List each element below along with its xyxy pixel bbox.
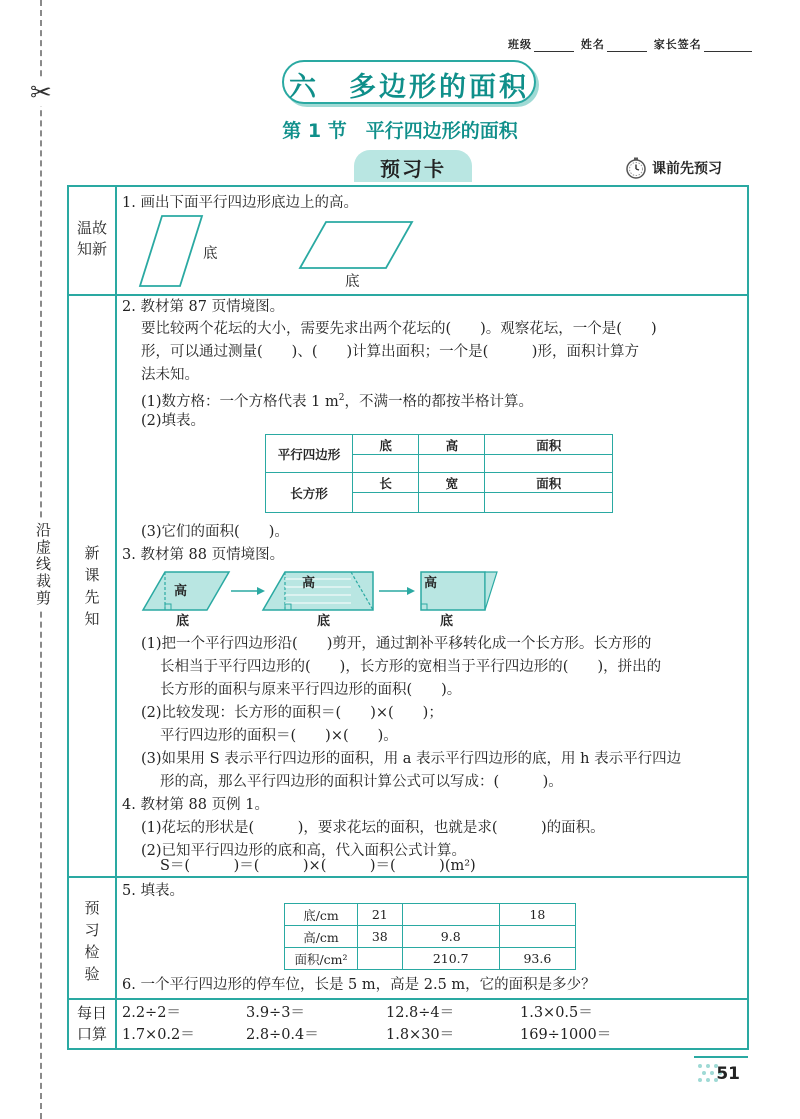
preview-label: 课前先预习	[652, 161, 722, 177]
label-column-divider	[115, 185, 117, 1050]
parallelogram-2	[296, 218, 416, 274]
row-head: 底/cm	[285, 904, 358, 926]
row-head-rectangle: 长方形	[266, 473, 353, 513]
area-fill-table	[284, 903, 576, 970]
q2-sub-1: (1)数方格：一个方格代表 1 $m^2$，不满一格的都按半格计算。	[141, 393, 533, 410]
fig-height-3: 高	[424, 576, 438, 591]
oral-item: 1.7×0.2＝	[122, 1027, 195, 1043]
label-daily: 每日口算	[76, 1004, 107, 1043]
answer-cell[interactable]	[419, 493, 485, 513]
q2-line-1: 要比较两个花坛的大小，需要先求出两个花坛的( )。观察花坛，一个是( )	[141, 321, 657, 337]
question-6: 6. 一个平行四边形的停车位，长是 5 m，高是 2.5 m，它的面积是多少？	[122, 977, 596, 993]
q3-sub-3-line-1: (3)如果用 S 表示平行四边形的面积，用 a 表示平行四边形的底，用 h 表示平行四边	[141, 751, 682, 767]
fig-height-1: 高	[174, 584, 188, 599]
table-cell: 底	[353, 435, 419, 455]
name-blank[interactable]	[607, 39, 647, 52]
section-title: 第 1 节 平行四边形的面积	[282, 120, 518, 142]
answer-cell[interactable]	[419, 455, 485, 473]
answer-cell[interactable]	[353, 455, 419, 473]
class-blank[interactable]	[534, 39, 574, 52]
card-title: 预习卡	[380, 157, 446, 181]
question-3: 3. 教材第 88 页情境图。	[122, 547, 285, 563]
table-cell: 面积	[485, 473, 613, 493]
table-cell: 高	[419, 435, 485, 455]
q3-sub-1-line-1: (1)把一个平行四边形沿( )剪开，通过割补平移转化成一个长方形。长方形的	[141, 636, 652, 652]
divider	[67, 998, 749, 1000]
label-review: 温故知新	[76, 219, 107, 258]
label-check: 预习检验	[84, 899, 100, 983]
table-cell: 210.7	[402, 948, 499, 970]
oral-item: 2.8÷0.4＝	[246, 1027, 319, 1043]
chapter-title: 六 多边形的面积	[289, 72, 529, 103]
table-cell: 38	[358, 926, 403, 948]
table-cell: 18	[499, 904, 575, 926]
table-cell: 面积	[485, 435, 613, 455]
q2-line-3: 法未知。	[141, 367, 199, 383]
label-new: 新课先知	[84, 544, 100, 628]
table-cell: 9.8	[402, 926, 499, 948]
table-cell: 21	[358, 904, 403, 926]
q3-sub-1-line-3: 长方形的面积与原来平行四边形的面积( )。	[160, 682, 462, 698]
arrow-2-head	[407, 587, 415, 595]
clock-icon	[624, 156, 648, 180]
fig-base-1: 底	[176, 614, 190, 629]
parent-signature-label: 家长签名	[653, 38, 702, 51]
question-2: 2. 教材第 87 页情境图。	[122, 299, 285, 315]
q2-sub-2: (2)填表。	[141, 413, 206, 429]
fig-height-2: 高	[302, 576, 316, 591]
oral-item: 3.9÷3＝	[246, 1005, 305, 1021]
student-info	[508, 36, 754, 52]
question-5: 5. 填表。	[122, 883, 184, 899]
q3-sub-1-line-2: 长相当于平行四边形的( )，长方形的宽相当于平行四边形的( )，拼出的	[160, 659, 662, 675]
answer-cell[interactable]	[402, 904, 499, 926]
oral-item: 12.8÷4＝	[386, 1005, 455, 1021]
divider	[67, 876, 749, 878]
base-label-1: 底	[203, 246, 218, 262]
q3-sub-2-line-2: 平行四边形的面积＝( )×( )。	[160, 728, 398, 744]
parent-signature-blank[interactable]	[704, 39, 752, 52]
q3-sub-2-line-1: (2)比较发现：长方形的面积＝( )×( )；	[141, 705, 443, 721]
answer-cell[interactable]	[358, 948, 403, 970]
figure-cut-shift	[263, 572, 373, 610]
q3-sub-3-line-2: 形的高，那么平行四边形的面积计算公式可以写成：( )。	[160, 774, 563, 790]
arrow-1-head	[257, 587, 265, 595]
q4-formula: S＝( )＝( )×( )＝( )(m²)	[160, 858, 476, 874]
area-compare-table	[265, 434, 613, 513]
q2-line-2: 形，可以通过测量( )、( )计算出面积；一个是( )形，面积计算方	[141, 344, 639, 360]
table-cell: 长	[353, 473, 419, 493]
scissors-icon: ✂	[30, 78, 52, 108]
table-cell: 宽	[419, 473, 485, 493]
answer-cell[interactable]	[353, 493, 419, 513]
page-number-box	[694, 1056, 748, 1088]
q4-sub-2: (2)已知平行四边形的底和高，代入面积公式计算。	[141, 843, 467, 859]
name-label: 姓名	[580, 38, 605, 51]
row-head: 高/cm	[285, 926, 358, 948]
row-head: 面积/cm²	[285, 948, 358, 970]
question-1: 1. 画出下面平行四边形底边上的高。	[122, 195, 358, 211]
answer-cell[interactable]	[499, 926, 575, 948]
fig-base-3: 底	[440, 614, 454, 629]
cut-instruction: 沿虚线裁剪	[36, 518, 54, 611]
q4-sub-1: (1)花坛的形状是( )，要求花坛的面积，也就是求( )的面积。	[141, 820, 605, 836]
question-4: 4. 教材第 88 页例 1。	[122, 797, 269, 813]
divider	[67, 294, 749, 296]
parallelogram-1	[132, 214, 212, 290]
page-number: 51	[716, 1064, 740, 1084]
fig-base-2: 底	[317, 614, 331, 629]
answer-cell[interactable]	[485, 455, 613, 473]
oral-item: 2.2÷2＝	[122, 1005, 181, 1021]
oral-item: 169÷1000＝	[520, 1027, 612, 1043]
table-cell: 93.6	[499, 948, 575, 970]
base-label-2: 底	[345, 274, 360, 290]
row-head-parallelogram: 平行四边形	[266, 435, 353, 473]
answer-cell[interactable]	[485, 493, 613, 513]
q2-sub-3: (3)它们的面积( )。	[141, 524, 289, 540]
card-tab	[354, 150, 472, 182]
chapter-title-pill	[282, 60, 536, 104]
class-label: 班级	[508, 38, 532, 51]
oral-item: 1.8×30＝	[386, 1027, 455, 1043]
oral-item: 1.3×0.5＝	[520, 1005, 593, 1021]
